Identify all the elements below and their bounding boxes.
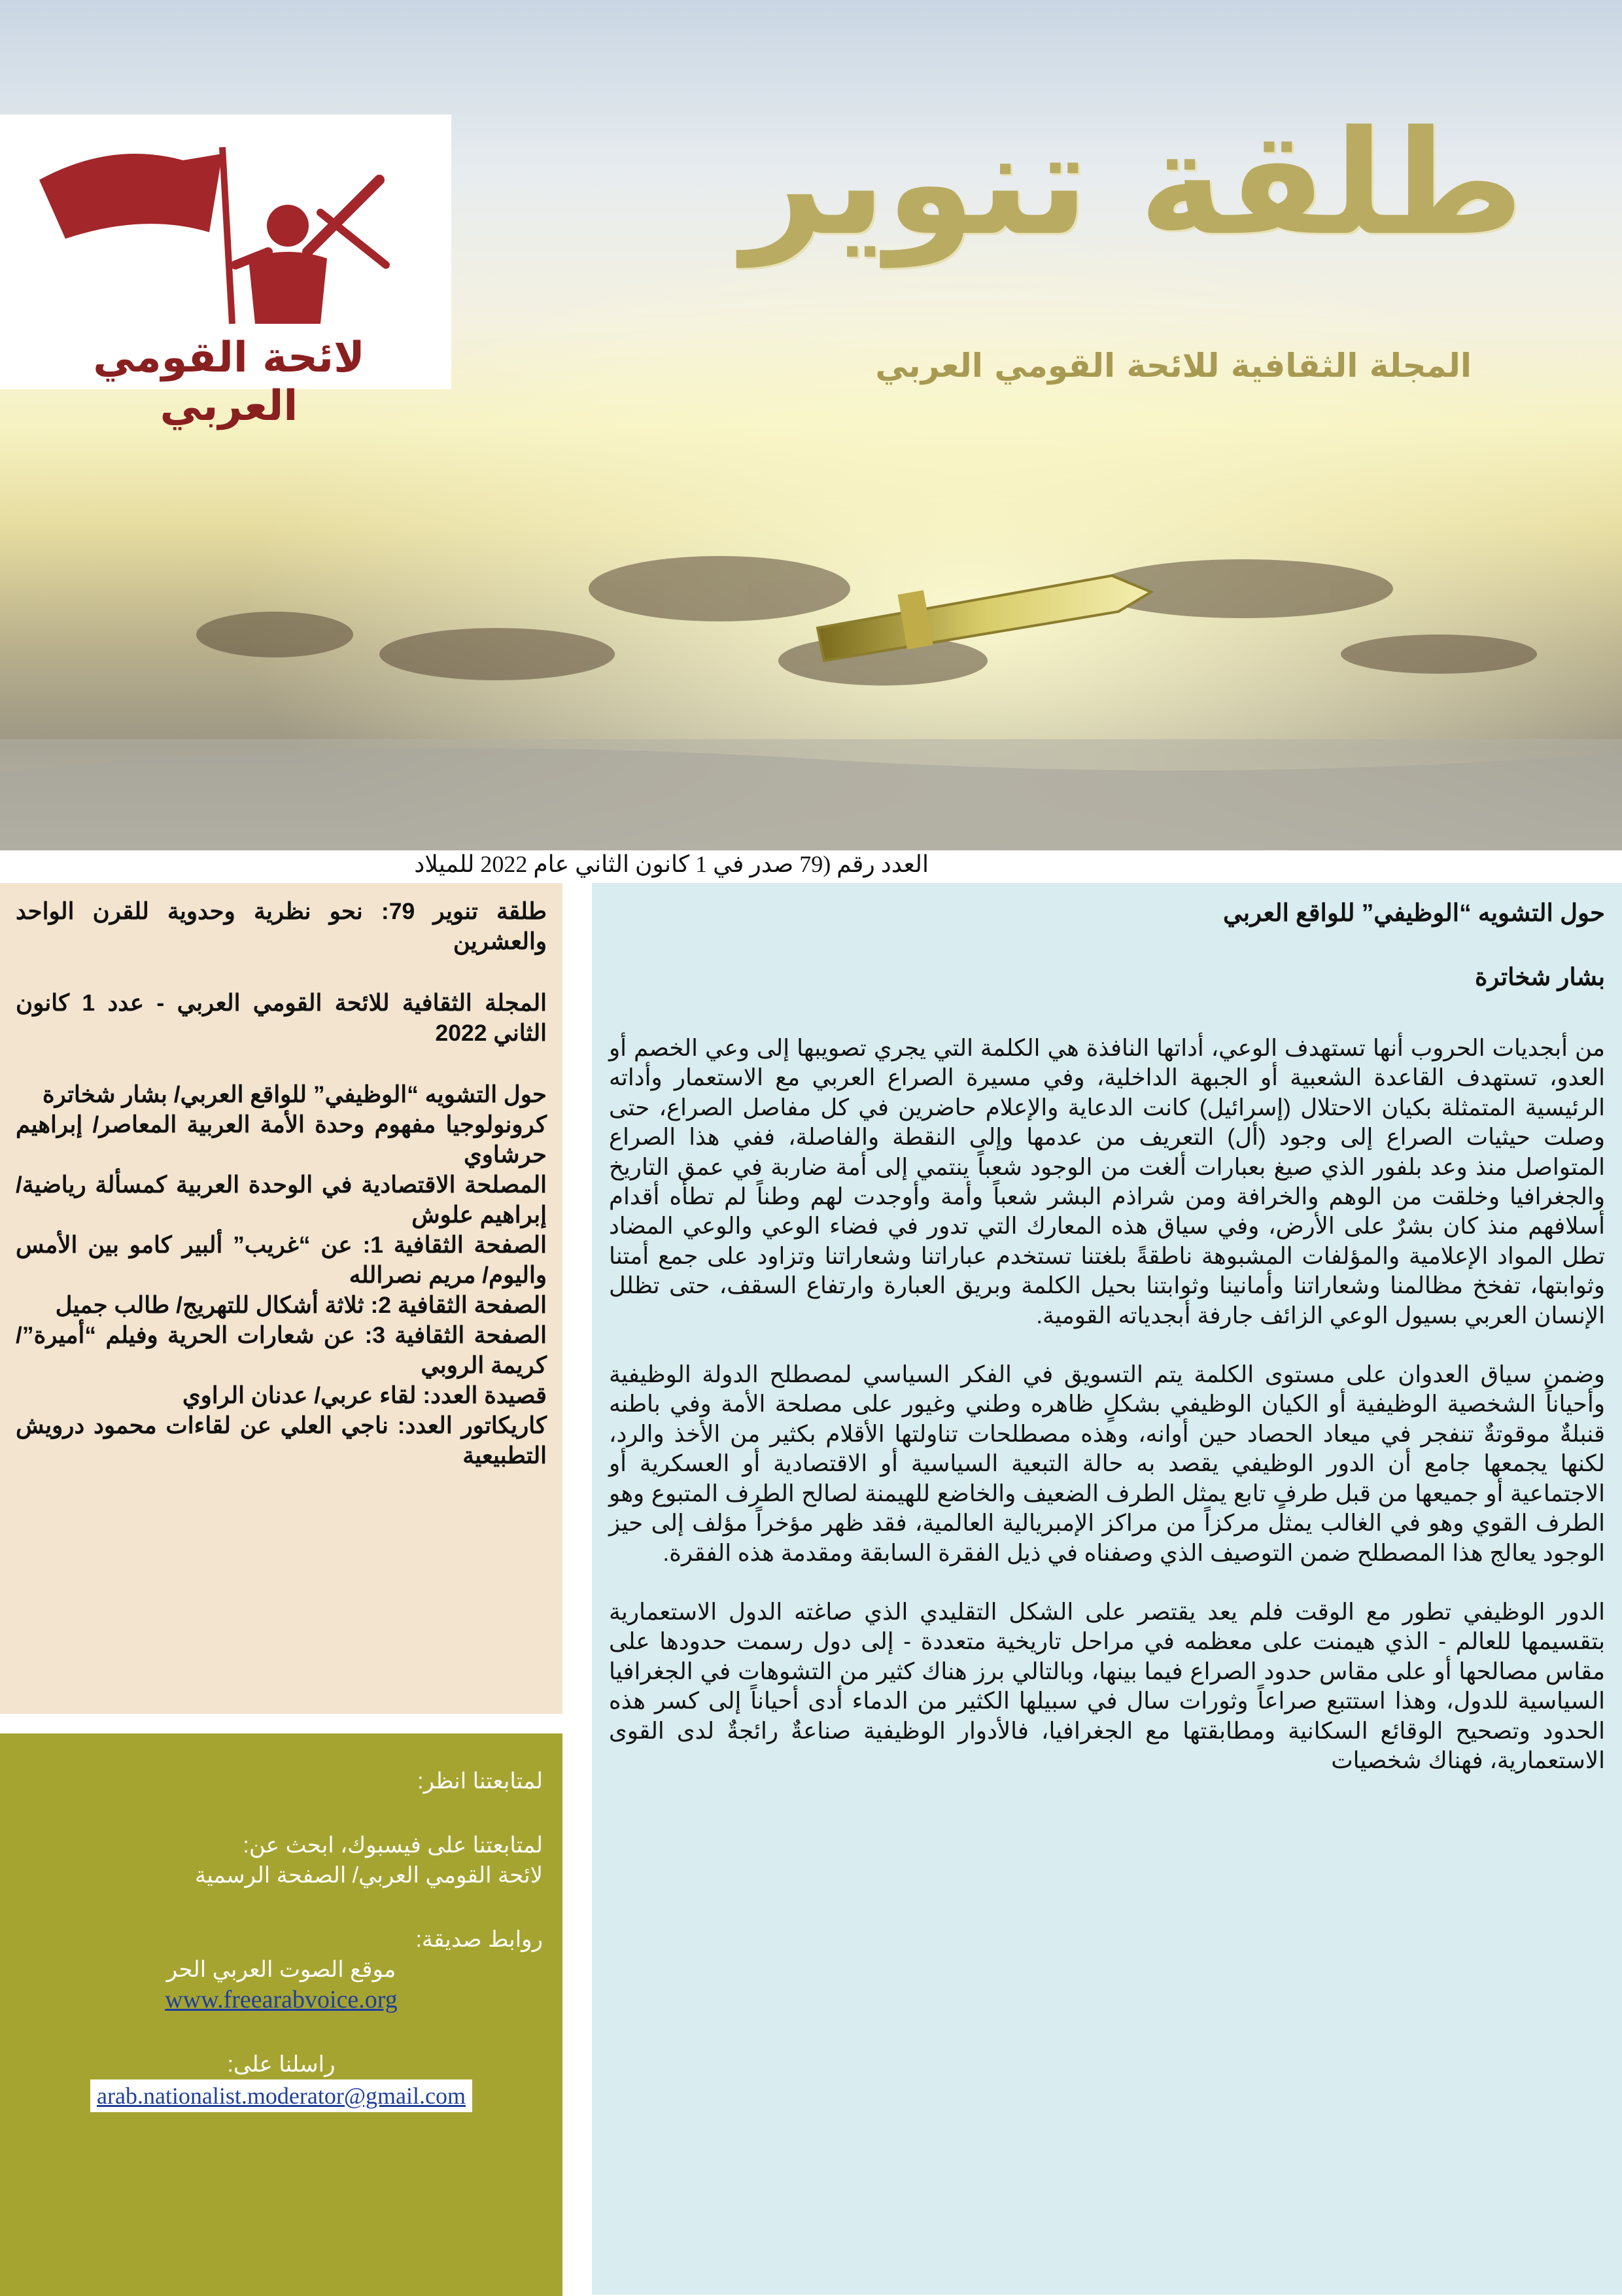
logo xyxy=(0,114,451,430)
article-title: حول التشويه “الوظيفي” للواقع العربي xyxy=(1222,899,1605,926)
email-link[interactable]: arab.nationalist.moderator@gmail.com xyxy=(90,2079,472,2112)
article-author: بشار شخاترة xyxy=(1475,964,1605,990)
article-paragraph: من أبجديات الحروب أنها تستهدف الوعي، أداتها النافذة هي الكلمة التي يجري تصويبها إلى وعي الخصم أو العدو، تستهدف القاعدة الشعبية أو الجبهة الداخلية، وفي مسيرة الصراع العربي مع الاستعمار وأداته الرئيسية المتمثلة بكيان الاحتلال (إسرائيل) كانت الدعاية والإعلام حاضرين في كل مفاصل الصراع، حتى وصلت حيثيات الصراع إلى وجود (أل) التعريف من عدمها وإلى النقطة والفاصلة، ففي هذا الصراع المتواصل منذ وعد بلفور الذي صيغ بعبارات ألغت من الوجود شعباً ينتمي إلى أمة ضاربة في عمق التاريخ والجغرافيا وخلقت من الوهم والخرافة ومن شراذم البشر شعباً وأمة وأوجدت لهم وطناً لم تطأه أقدام أسلافهم منذ كان بشرٌ على الأرض، وفي سياق هذه المعارك التي تدور في فضاء الوعي والوعي المضاد تطل المواد الإعلامية والمؤلفات المشبوهة ناطقةً بلغتنا تستخدم عباراتنا وشعاراتنا وتزاود على جمع أمتنا وثوابتها، تفخخ مظالمنا وشعاراتنا وأمانينا وثوابتنا بحيل الكلمة وبريق العبارة وارتفاع السقف، حتى تظلل الإنسان العربي بسيول الوعي الزائف جارفة أبجدياته القومية. xyxy=(609,1035,1606,1329)
toc-item: قصيدة العدد: لقاء عربي/ عدنان الراوي xyxy=(182,1382,547,1408)
follow-box xyxy=(0,1733,562,2296)
table-of-contents xyxy=(0,883,562,1714)
toc-item: كرونولوجيا مفهوم وحدة الأمة العربية المعاصر/ إبراهيم حرشاوي xyxy=(16,1111,547,1168)
article-paragraph: وضمن سياق العدوان على مستوى الكلمة يتم التسويق في الفكر السياسي لمصطلح الدولة الوظيفية وأحياناً الشخصية الوظيفية أو الكيان الوظيفي بشكلٍ ظاهره وطني وغيور على مصلحة الأمة وفي باطنه قنبلةٌ موقوتةٌ تنفجر في ميعاد الحصاد حين أوانه، وهذه مصطلحات تناولتها الأقلام بكثير من الأخذ والرد، لكنها يجمعها جامع أن الدور الوظيفي يقصد به حالة التبعية السياسية أو الاقتصادية أو العسكرية أو الاجتماعية أو جميعها من قبل طرفٍ تابع يمثل الطرف الضعيف والخاضع للهيمنة لصالح الطرف المتبوع وهو الطرف القوي وهو في الغالب يمثل مركزاً من مراكز الإمبريالية العالمية، فقد ظهر مؤخراً مؤلف إلى حيز الوجود يعالج هذا المصطلح ضمن التوصيف الذي وصفناه في ذيل الفقرة السابقة ومقدمة هذه الفقرة. xyxy=(609,1361,1605,1566)
toc-heading: طلقة تنوير 79: نحو نظرية وحدوية للقرن الواحد والعشرين xyxy=(16,898,547,954)
article-paragraph: الدور الوظيفي تطور مع الوقت فلم يعد يقتصر على الشكل التقليدي الذي صاغته الدول الاستعمارية بتقسيمها للعالم - الذي هيمنت على معظمه في مراحل تاريخية متعددة - إلى دول رسمت حدودها على مقاس مصالحها أو على مقاس حدود الصراع فيما بينها، وبالتالي برز هناك كثير من التشوهات في الجغرافيا السياسية للدول، وهذا استتبع صراعاً وثورات سال في سبيلها الكثير من الدماء أدى أحياناً إلى كسر هذه الحدود وتصحيح الوقائع السكانية ومطابقتها مع الجغرافيا، فالأدوار الوظيفية صناعةٌ رائجةٌ لدى القوى الاستعمارية، فهناك شخصيات xyxy=(609,1598,1605,1773)
hero-banner xyxy=(0,0,1622,850)
magazine-title: طلقة تنوير xyxy=(742,99,1524,267)
toc-publisher: المجلة الثقافية للائحة القومي العربي - عدد 1 كانون الثاني 2022 xyxy=(16,990,547,1046)
toc-item: الصفحة الثقافية 3: عن شعارات الحرية وفيلم “أميرة”/ كريمة الروبي xyxy=(16,1322,547,1378)
friends-label: روابط صديقة: xyxy=(415,1927,543,1952)
follow-heading: لمتابعتنا انظر: xyxy=(417,1769,543,1794)
issue-info: العدد رقم (79 صدر في 1 كانون الثاني عام 2022 للميلاد xyxy=(414,851,929,877)
toc-item: الصفحة الثقافية 2: ثلاثة أشكال للتهريج/ طالب جميل xyxy=(55,1292,547,1318)
toc-item: الصفحة الثقافية 1: عن “غريب” ألبير كامو بين الأمس واليوم/ مريم نصرالله xyxy=(16,1232,547,1288)
magazine-subtitle: المجلة الثقافية للائحة القومي العربي xyxy=(875,347,1472,385)
contact-label: راسلنا على: xyxy=(227,2052,336,2077)
site-link[interactable]: www.freearabvoice.org xyxy=(165,1986,398,2013)
flag-bearer-icon xyxy=(13,128,432,330)
toc-item: حول التشويه “الوظيفي” للواقع العربي/ بشار شخاترة xyxy=(42,1081,547,1107)
site-name: موقع الصوت العربي الحر xyxy=(166,1957,396,1982)
toc-item: المصلحة الاقتصادية في الوحدة العربية كمسألة رياضية/ إبراهيم علوش xyxy=(16,1172,547,1228)
logo-text: لائحة القومي العربي xyxy=(93,334,365,430)
article xyxy=(592,883,1622,2295)
facebook-page: لائحة القومي العربي/ الصفحة الرسمية xyxy=(194,1863,543,1888)
toc-item: كاريكاتور العدد: ناجي العلي عن لقاءات محمود درويش التطبيعية xyxy=(16,1412,547,1469)
facebook-label: لمتابعتنا على فيسبوك، ابحث عن: xyxy=(243,1833,543,1858)
